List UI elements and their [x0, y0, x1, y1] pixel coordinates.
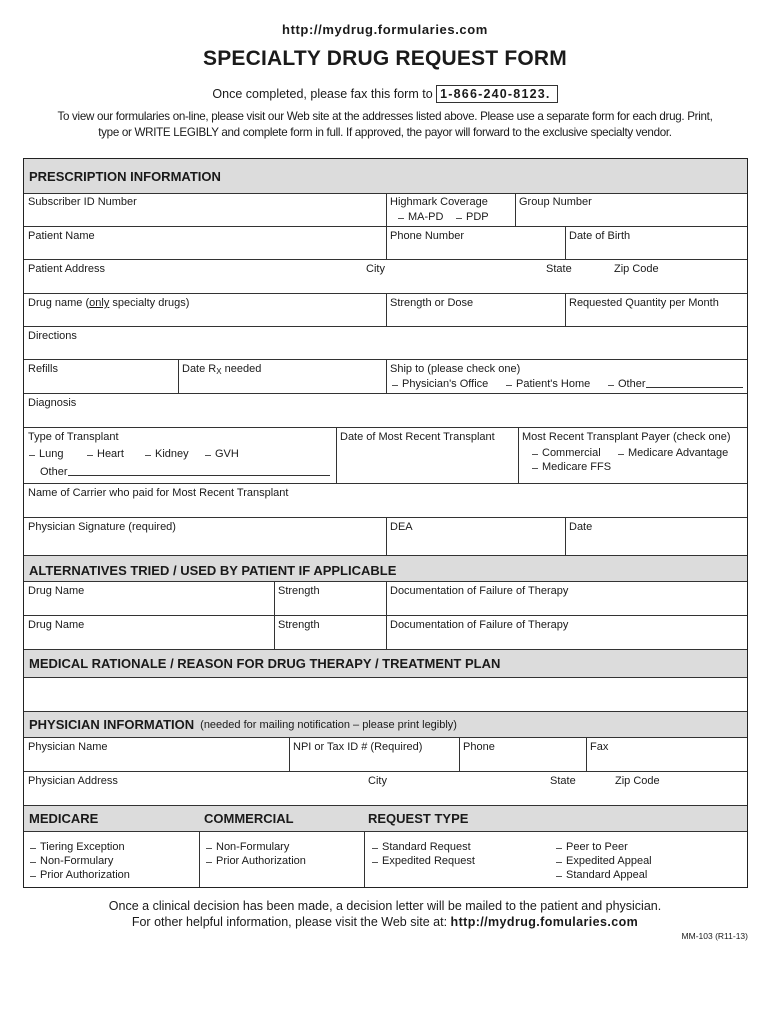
fax-prefix: Once completed, please fax this form to [212, 87, 433, 101]
checkbox-icon [532, 449, 538, 455]
pdp-label: PDP [466, 211, 489, 223]
divider [24, 831, 747, 832]
standard-request-label: Standard Request [382, 841, 471, 853]
fax-number: 1-866-240-8123. [436, 85, 557, 103]
transplant-heart-label: Heart [97, 448, 124, 460]
prescription-heading: PRESCRIPTION INFORMATION [24, 159, 747, 193]
checkbox-icon [506, 380, 512, 386]
recent-payer-label: Most Recent Transplant Payer (check one) [522, 431, 731, 443]
checkbox-icon [392, 380, 398, 386]
signature-date-field[interactable]: Date [569, 521, 593, 533]
transplant-other-option[interactable] [40, 466, 330, 478]
checkbox-icon [30, 871, 36, 877]
physician-name-field[interactable]: Physician Name [28, 741, 108, 753]
carrier-name-field[interactable]: Name of Carrier who paid for Most Recent Transplant [28, 487, 289, 499]
ship-patients-home-label: Patient's Home [516, 378, 591, 390]
group-number-field[interactable]: Group Number [519, 196, 592, 208]
transplant-gvh-option[interactable] [205, 448, 239, 460]
payer-medicare-ffs-label: Medicare FFS [542, 461, 612, 473]
checkbox-icon [556, 871, 562, 877]
commercial-non-formulary-label: Non-Formulary [216, 841, 290, 853]
physician-phone-field[interactable]: Phone [463, 741, 495, 753]
request-form [23, 158, 748, 888]
highmark-coverage-label: Highmark Coverage [390, 196, 488, 208]
helpful-url-link[interactable]: http://mydrug.fomularies.com [450, 915, 639, 929]
patient-address-field[interactable]: Patient Address [28, 263, 106, 275]
medicare-non-formulary-label: Non-Formulary [40, 855, 114, 867]
divider [364, 831, 365, 887]
date-needed-suffix: needed [221, 363, 262, 375]
transplant-lung-label: Lung [39, 448, 64, 460]
ma-pd-label: MA-PD [408, 211, 444, 223]
divider [199, 831, 200, 887]
rationale-heading: MEDICAL RATIONALE / REASON FOR DRUG THERAPY / TREATMENT PLAN [24, 650, 747, 677]
alternatives-heading: ALTERNATIVES TRIED / USED BY PATIENT IF APPLICABLE [24, 556, 747, 581]
intro-line-2: type or WRITE LEGIBLY and complete form in full. If approved, the payor will forward to the exclusive specialty vendor. [98, 126, 672, 139]
checkbox-icon [30, 857, 36, 863]
request-type-heading: REQUEST TYPE [368, 811, 469, 826]
checkbox-icon [372, 843, 378, 849]
rationale-field[interactable] [24, 678, 747, 711]
alt-documentation-2-field[interactable]: Documentation of Failure of Therapy [390, 619, 569, 631]
checkbox-icon [556, 857, 562, 863]
physician-heading [24, 712, 747, 737]
checkbox-icon [206, 857, 212, 863]
patient-city-field[interactable]: City [366, 263, 385, 275]
physician-heading-note: (needed for mailing notification – please print legibly) [200, 718, 457, 731]
payer-medicare-advantage-option[interactable] [618, 447, 728, 459]
alt-documentation-1-field[interactable]: Documentation of Failure of Therapy [390, 585, 569, 597]
peer-to-peer-option[interactable] [556, 841, 628, 853]
commercial-prior-authorization-option[interactable] [206, 855, 306, 867]
decision-note: Once a clinical decision has been made, a decision letter will be mailed to the patient and physician. [108, 899, 662, 913]
ma-pd-option[interactable] [398, 211, 443, 223]
physician-fax-field[interactable]: Fax [590, 741, 609, 753]
patient-name-field[interactable]: Patient Name [28, 230, 95, 242]
medicare-heading: MEDICARE [29, 811, 99, 826]
pdp-option[interactable] [456, 211, 489, 223]
date-needed-label: Date R [182, 363, 217, 375]
physician-address-field[interactable]: Physician Address [28, 775, 118, 787]
tiering-exception-option[interactable] [30, 841, 125, 853]
standard-appeal-option[interactable] [556, 869, 647, 881]
subscriber-id-field[interactable]: Subscriber ID Number [28, 196, 137, 208]
ship-other-option[interactable] [608, 378, 743, 390]
payer-medicare-ffs-option[interactable] [532, 461, 611, 473]
physician-city-field[interactable]: City [368, 775, 387, 787]
fax-instruction [0, 85, 770, 103]
physician-signature-field[interactable]: Physician Signature (required) [28, 521, 176, 533]
payer-commercial-option[interactable] [532, 447, 601, 459]
checkbox-icon [87, 450, 93, 456]
phone-number-field[interactable]: Phone Number [390, 230, 464, 242]
medicare-prior-authorization-option[interactable] [30, 869, 130, 881]
transplant-kidney-option[interactable] [145, 448, 189, 460]
alt-strength-2-field[interactable]: Strength [278, 619, 320, 631]
requested-quantity-field[interactable]: Requested Quantity per Month [569, 297, 719, 309]
alt-drug-name-1-field[interactable]: Drug Name [28, 585, 85, 597]
drug-name-suffix: specialty drugs) [109, 297, 190, 309]
helpful-info [0, 914, 770, 930]
transplant-kidney-label: Kidney [155, 448, 189, 460]
ship-physicians-office-label: Physician's Office [402, 378, 489, 390]
expedited-appeal-option[interactable] [556, 855, 652, 867]
standard-request-option[interactable] [372, 841, 471, 853]
payer-medicare-advantage-label: Medicare Advantage [628, 447, 729, 459]
directions-field[interactable]: Directions [28, 330, 77, 342]
expedited-appeal-label: Expedited Appeal [566, 855, 652, 867]
transplant-other-line[interactable] [68, 466, 330, 476]
checkbox-icon [145, 450, 151, 456]
checkbox-icon [398, 213, 404, 219]
intro-text [20, 109, 750, 141]
npi-field[interactable]: NPI or Tax ID # (Required) [293, 741, 423, 753]
alt-strength-1-field[interactable]: Strength [278, 585, 320, 597]
request-heading-band [24, 806, 747, 831]
payer-commercial-label: Commercial [542, 447, 601, 459]
tiering-exception-label: Tiering Exception [40, 841, 125, 853]
date-recent-transplant-field[interactable]: Date of Most Recent Transplant [340, 431, 495, 443]
alt-drug-name-2-field[interactable]: Drug Name [28, 619, 85, 631]
transplant-other-label: Other [40, 466, 68, 478]
transplant-lung-option[interactable] [29, 448, 63, 460]
physician-state-field[interactable]: State [550, 775, 576, 787]
ship-other-label: Other [618, 378, 646, 390]
drug-name-only: only [89, 297, 110, 309]
date-needed-field[interactable] [178, 360, 386, 393]
checkbox-icon [456, 213, 462, 219]
commercial-non-formulary-option[interactable] [206, 841, 289, 853]
checkbox-icon [608, 380, 614, 386]
peer-to-peer-label: Peer to Peer [566, 841, 628, 853]
physician-zip-field[interactable]: Zip Code [615, 775, 660, 787]
standard-appeal-label: Standard Appeal [566, 869, 648, 881]
expedited-request-option[interactable] [372, 855, 475, 867]
ship-patients-home-option[interactable] [506, 378, 590, 390]
medicare-prior-authorization-label: Prior Authorization [40, 869, 130, 881]
date-needed-sub: X [216, 367, 222, 376]
strength-dose-field[interactable]: Strength or Dose [390, 297, 474, 309]
checkbox-icon [29, 450, 35, 456]
checkbox-icon [205, 450, 211, 456]
ship-physicians-office-option[interactable] [392, 378, 488, 390]
expedited-request-label: Expedited Request [382, 855, 475, 867]
checkbox-icon [556, 843, 562, 849]
form-code: MM-103 (R11-13) [681, 931, 748, 941]
commercial-heading: COMMERCIAL [204, 811, 294, 826]
transplant-heart-option[interactable] [87, 448, 124, 460]
drug-name-field[interactable] [24, 294, 386, 326]
helpful-prefix: For other helpful information, please visit the Web site at: [131, 915, 451, 929]
drug-name-label: Drug name ( [28, 297, 90, 309]
ship-other-line[interactable] [646, 378, 743, 388]
date-of-birth-field[interactable]: Date of Birth [569, 230, 631, 242]
form-title: SPECIALTY DRUG REQUEST FORM [203, 47, 567, 70]
footer-note [0, 898, 770, 930]
checkbox-icon [532, 463, 538, 469]
intro-line-1: To view our formularies on-line, please visit our Web site at the addresses listed above. Please use a separate form for each drug. Print, [57, 110, 713, 123]
patient-state-field[interactable]: State [546, 263, 572, 275]
header-url: http://mydrug.formularies.com [282, 22, 488, 37]
ship-to-label: Ship to (please check one) [390, 363, 521, 375]
checkbox-icon [618, 449, 624, 455]
physician-heading-title: PHYSICIAN INFORMATION [29, 717, 195, 732]
checkbox-icon [30, 843, 36, 849]
dea-field[interactable]: DEA [390, 521, 413, 533]
refills-field[interactable]: Refills [28, 363, 58, 375]
transplant-gvh-label: GVH [215, 448, 239, 460]
checkbox-icon [206, 843, 212, 849]
medicare-non-formulary-option[interactable] [30, 855, 113, 867]
patient-zip-field[interactable]: Zip Code [614, 263, 659, 275]
diagnosis-field[interactable]: Diagnosis [28, 397, 77, 409]
checkbox-icon [372, 857, 378, 863]
type-of-transplant-label: Type of Transplant [28, 431, 119, 443]
commercial-prior-authorization-label: Prior Authorization [216, 855, 306, 867]
